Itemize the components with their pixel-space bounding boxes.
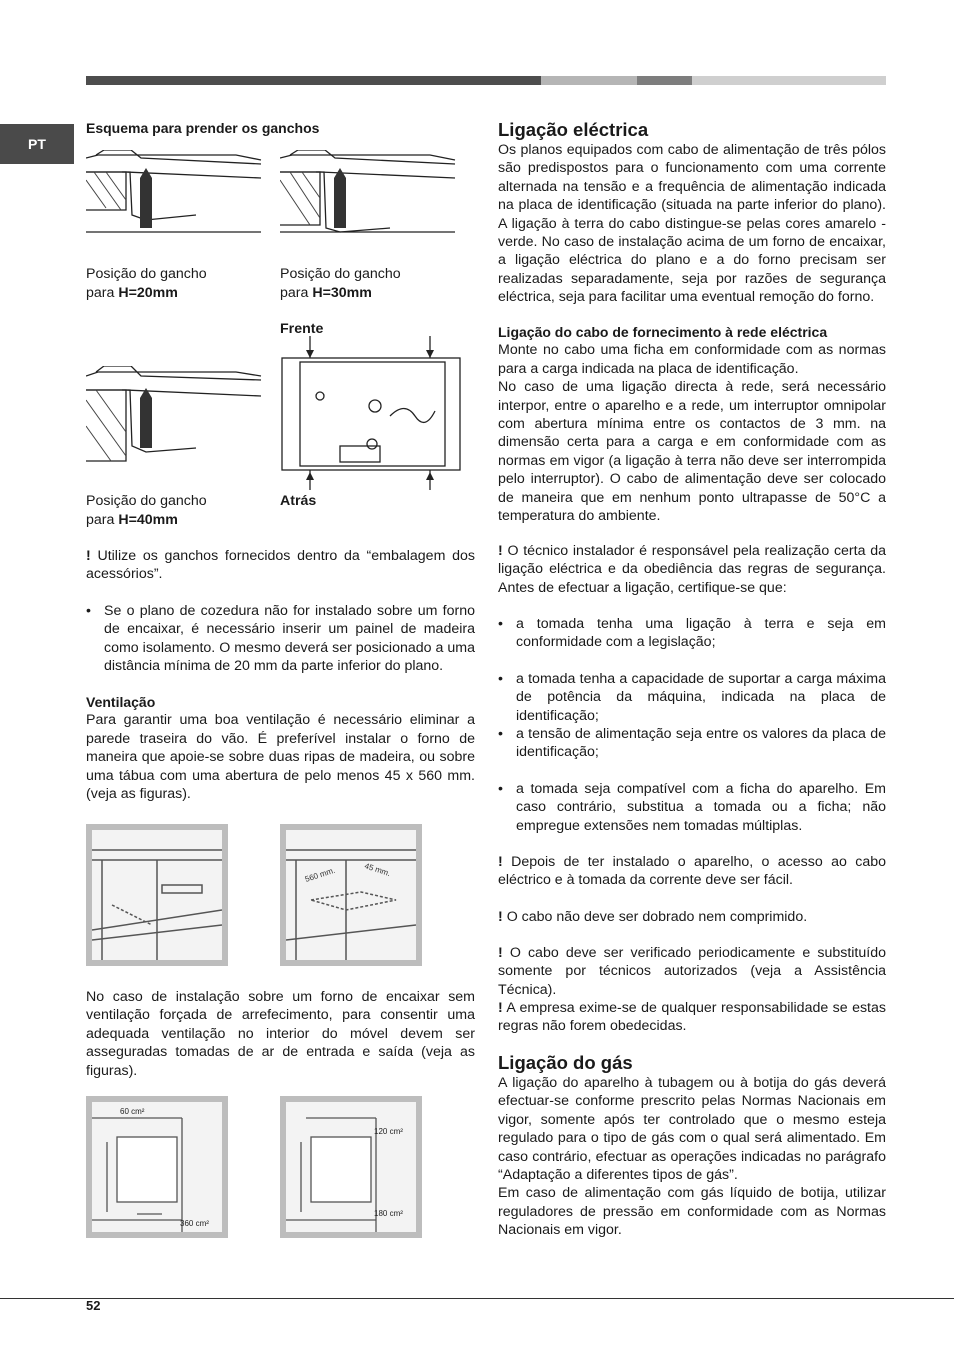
note-installer: ! O técnico instalador é responsável pela realização certa da ligação eléctrica e da obediência das regras de segurança. Antes de efectuar a ligação, certifique-se que: <box>498 543 886 596</box>
hook-diagram-h30 <box>280 150 456 235</box>
hook-caption-h30: Posição do gancho para H=30mm <box>280 266 401 301</box>
note-bend: ! O cabo não deve ser dobrado nem comprimido. <box>498 909 808 925</box>
ventilation-section <box>86 693 475 803</box>
hooks-title: Esquema para prender os ganchos <box>86 120 320 136</box>
dimension-45: 45 mm. <box>363 861 392 879</box>
checklist <box>498 615 886 652</box>
gas-title: Ligação do gás <box>498 1052 633 1073</box>
oven-ventilation-text: No caso de instalação sobre um forno de encaixar sem ventilação forçada de arrefecimento, para consentir uma adequada ventilação no interior do móvel devem ser asseguradas tomadas de ar de entrada e saída (veja as figuras). <box>86 989 475 1079</box>
header-bar-segment <box>692 76 886 85</box>
ventilation-figure-1 <box>86 824 228 966</box>
hook-diagram-h40 <box>86 366 262 466</box>
hook-diagram-h20 <box>86 150 262 235</box>
air-intake-figure-1 <box>86 1096 228 1238</box>
note-access: ! Depois de ter instalado o aparelho, o acesso ao cabo eléctrico e à tomada da corrente deve ser fácil. <box>498 854 886 889</box>
note-hooks: ! Utilize os ganchos fornecidos dentro da “embalagem dos acessórios”. <box>86 548 475 583</box>
language-tab: PT <box>0 124 74 164</box>
electrical-section <box>498 119 886 307</box>
hook-caption-h20: Posição do gancho para H=20mm <box>86 266 207 301</box>
electrical-text: Os planos equipados com cabo de alimentação de três pólos são predispostos para o funcionamento com uma corrente alternada na tensão e a frequência de alimentação indicada na placa de identificação (situada na parte inferior do plano). A ligação à terra do cabo distingue-se pelas cores amarelo - verde. No caso de instalação acima de um forno de encaixar, a ligação eléctrica do plano e a do forno precisam ser realizadas separadamente, seja por razões de segurança eléctrica, seja para facilitar uma eventual remoção do forno. <box>498 142 886 306</box>
list-item: • a tensão de alimentação seja entre os valores da placa de identificação; <box>498 725 886 762</box>
cable-title: Ligação do cabo de fornecimento à rede eléctrica <box>498 324 828 340</box>
header-bar <box>86 76 886 85</box>
header-bar-segment <box>637 76 692 85</box>
air-intake-figure-2 <box>280 1096 422 1238</box>
air-label-120: 120 cm² <box>374 1127 403 1136</box>
list-item: • a tomada seja compatível com a ficha do aparelho. Em caso contrário, substitua a tomada ou a ficha; não empregue extensões nem tomadas múltiplas. <box>498 780 886 835</box>
note-check: ! O cabo deve ser verificado periodicamente e substituído somente por técnicos autorizados (veja a Assistência Técnica). <box>498 945 886 998</box>
bullet-panel: • Se o plano de cozedura não for instalado sobre um forno de encaixar, é necessário inserir um painel de madeira como isolamento. O mesmo deverá ser posicionado a uma distância mínima de 20 mm da parte inferior do plano. <box>86 602 475 676</box>
air-label-60: 60 cm² <box>120 1107 145 1116</box>
back-label: Atrás <box>280 493 317 509</box>
ventilation-text: Para garantir uma boa ventilação é necessário eliminar a parede traseira do vão. É preferível instalar o forno de maneira que apoie-se sobre duas ripas de madeira, ou sobre uma tábua com uma abertura de pelo menos 45 x 560 mm. (veja as figuras). <box>86 712 475 803</box>
page-number: 52 <box>86 1298 101 1313</box>
ventilation-figure-2 <box>280 824 422 966</box>
front-label: Frente <box>280 321 324 337</box>
air-label-180: 180 cm² <box>374 1209 403 1218</box>
air-label-360: 360 cm² <box>180 1219 209 1228</box>
dimension-560: 560 mm. <box>303 865 337 884</box>
electrical-title: Ligação eléctrica <box>498 119 649 140</box>
ventilation-title: Ventilação <box>86 694 156 710</box>
list-item: • a tomada tenha a capacidade de suportar a carga máxima de potência da máquina, indicada na placa de identificação; <box>498 670 886 725</box>
hook-caption-h40: Posição do gancho para H=40mm <box>86 493 207 528</box>
note-company: ! A empresa exime-se de qualquer responsabilidade se estas regras não forem obedecidas. <box>498 1000 886 1035</box>
header-bar-segment <box>86 76 541 85</box>
header-bar-segment <box>541 76 637 85</box>
footer-divider <box>0 1298 954 1299</box>
gas-section: Ligação do gás A ligação do aparelho à tubagem ou à botija do gás deverá efectuar-se conforme prescrito pelas Normas Nacionais em vigor, somente após ter controlado que o mesmo esteja regulado para o tipo de gás com o qual será alimentado. Em caso contrário, efectuar as operações indicadas no parágrafo “Adaptação a diferentes tipos de gás”. Em caso de alimentação com gás líquido de botija, utilizar reguladores de pressão em conformidade com as Normas Nacionais em vigor. <box>498 1052 886 1239</box>
hob-underside-diagram <box>280 336 462 491</box>
list-item: • a tomada tenha uma ligação à terra e seja em conformidade com a legislação; <box>498 615 886 652</box>
cable-section: Ligação do cabo de fornecimento à rede eléctrica Monte no cabo uma ficha em conformidade com as normas para a carga indicada na placa de identificação. No caso de uma ligação directa à rede, será necessário interpor, entre o aparelho e a rede, um interruptor omnipolar com abertura mínima entre os contactos de 3 mm. na dimensão certa para a carga e em conformidade com as normas em vigor (a ligação à terra não deve ser interrompida pelo interruptor). O cabo de alimentação deve ser colocado de maneira que em nenhum ponto ultrapasse de 50°C a temperatura do ambiente. <box>498 324 886 525</box>
